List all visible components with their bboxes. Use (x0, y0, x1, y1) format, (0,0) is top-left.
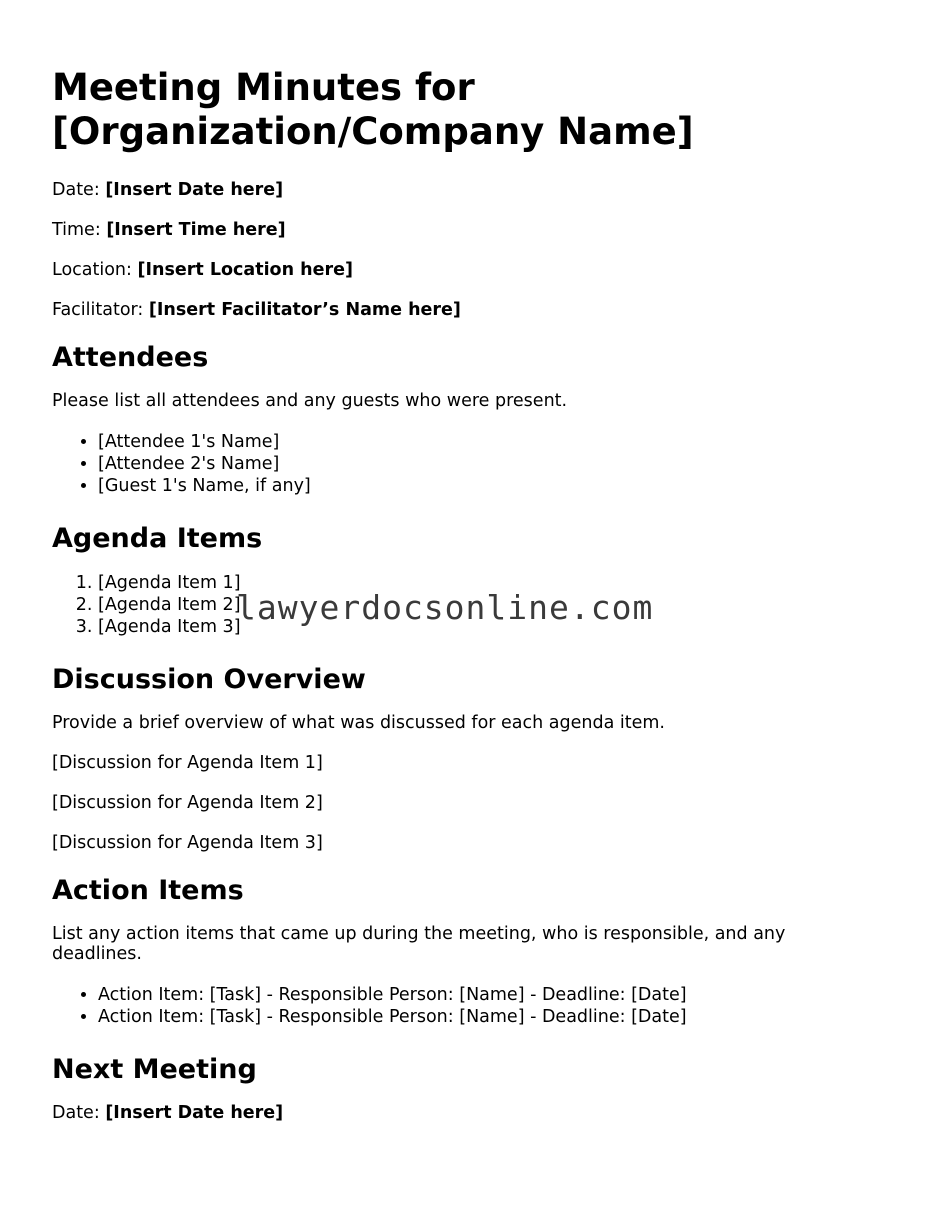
watermark: lawyerdocsonline.com (236, 588, 654, 627)
meta-date-label: Date: (52, 180, 100, 200)
discussion-item: [Discussion for Agenda Item 3] (52, 833, 323, 853)
actions-heading: Action Items (52, 875, 244, 906)
next-meeting-date-value: [Insert Date here] (105, 1103, 284, 1123)
meta-date-value: [Insert Date here] (105, 180, 284, 200)
list-item: • Action Item: [Task] - Responsible Person: [Name] - Deadline: [Date] (98, 1006, 852, 1028)
list-item: • [Attendee 2's Name] (98, 453, 852, 475)
discussion-heading: Discussion Overview (52, 664, 366, 695)
attendees-list (52, 431, 852, 497)
meta-time-label: Time: (52, 220, 101, 240)
attendees-heading: Attendees (52, 342, 209, 373)
list-item: 3. [Agenda Item 3] (98, 616, 852, 638)
meta-location-label: Location: (52, 260, 132, 280)
actions-list (52, 984, 852, 1028)
meta-date (52, 180, 852, 200)
meta-facilitator (52, 300, 852, 320)
discussion-intro: Provide a brief overview of what was discussed for each agenda item. (52, 713, 665, 733)
attendees-intro: Please list all attendees and any guests who were present. (52, 391, 568, 411)
actions-intro: List any action items that came up during the meeting, who is responsible, and any deadlines. (52, 924, 786, 964)
discussion-item: [Discussion for Agenda Item 2] (52, 793, 323, 813)
next-meeting-heading: Next Meeting (52, 1054, 257, 1085)
meta-facilitator-label: Facilitator: (52, 300, 144, 320)
list-item: • [Guest 1's Name, if any] (98, 475, 852, 497)
agenda-heading: Agenda Items (52, 523, 263, 554)
meta-location (52, 260, 852, 280)
list-item: 2. [Agenda Item 2] (98, 594, 852, 616)
next-meeting-date-label: Date: (52, 1103, 100, 1123)
list-item: • Action Item: [Task] - Responsible Person: [Name] - Deadline: [Date] (98, 984, 852, 1006)
page-title: Meeting Minutes for [Organization/Company Name] (52, 66, 694, 153)
meta-location-value: [Insert Location here] (137, 260, 353, 280)
meta-time-value: [Insert Time here] (106, 220, 286, 240)
meta-time (52, 220, 852, 240)
discussion-item: [Discussion for Agenda Item 1] (52, 753, 323, 773)
list-item: 1. [Agenda Item 1] (98, 572, 852, 594)
list-item: • [Attendee 1's Name] (98, 431, 852, 453)
next-meeting-date (52, 1103, 852, 1123)
meta-facilitator-value: [Insert Facilitator’s Name here] (148, 300, 461, 320)
